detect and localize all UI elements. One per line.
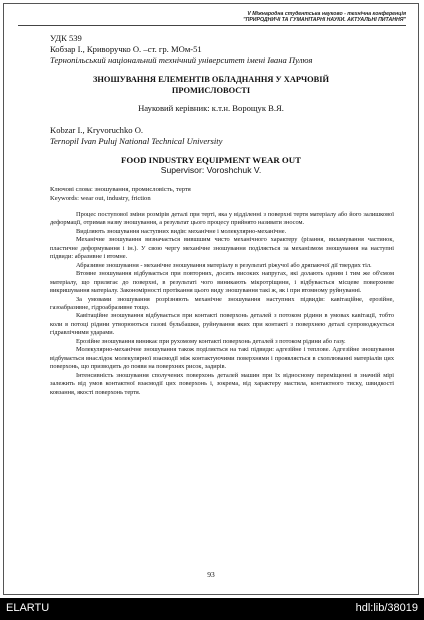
supervisor-en: Supervisor: Voroshchuk V. [160,165,262,175]
keywords-en: Keywords: wear out, industry, friction [50,195,151,202]
authors-en: Kobzar I., Kryvoruchko O. [50,125,144,135]
conference-theme: "ПРИРОДНИЧІ ТА ГУМАНІТАРНІ НАУКИ. АКТУАЛЬНІ ПИТАННЯ" [243,17,406,23]
body-paragraph: Кавітаційне зношування відбувається при контакті поверхонь деталей з потоком рідини в умовах кавітації, тобто коли в потоці рідини утворюються газові бульбашки, руйнування яких при контакті з поверхнею деталі супроводжується гідравлічними ударами. [50,312,394,337]
affiliation-uk: Тернопільський національний технічний університет імені Івана Пулюя [50,55,313,65]
header-rule [18,25,406,26]
authors-uk: Кобзар І., Криворучко О. –ст. гр. МОм-51 [50,44,202,54]
body-paragraph: Ерозійне зношування виникає при рухомому контакті поверхонь деталей з потоком рідини або газу. [76,337,346,345]
repository-name: ELARTU [6,602,50,614]
title-uk [44,75,378,96]
title-en: FOOD INDUSTRY EQUIPMENT WEAR OUT [121,155,301,165]
handle-link[interactable]: hdl:lib/38019 [355,602,418,614]
udc-code: УДК 539 [50,33,82,43]
paper-page [3,3,419,595]
title-uk-line1: ЗНОШУВАННЯ ЕЛЕМЕНТІВ ОБЛАДНАННЯ У ХАРЧОВІЙ [93,75,329,84]
abstract-body [50,211,394,397]
body-paragraph: Інтенсивність зношування сполучених поверхонь деталей машин при їх відносному переміщенні в значній мірі залежить від умов контактної взаємодії цих поверхонь і, зокрема, від характеру мастила, контактного тиску, швидкості ковзання, якості поверхонь тертя. [50,371,394,396]
conference-header [86,11,406,23]
body-paragraph: Процес поступової зміни розмірів деталі при терті, яка у відділенні з поверхні тертя матеріалу або його залишкової деформації, отримав назву зношування, а результат цього процесу прийнято називати зносом. [50,211,394,227]
body-paragraph: Втомне зношування відбувається при повторних, досить високих напругах, які долають одним і тим же об'ємом матеріалу, що прилягає до поверхні, в результаті чого виникають мікротріщини, і відбувається місцеве поверхневе викришування матеріалу. Закономірності протікання цього виду зношування такі ж, як і при втомному руйнуванні. [50,270,394,295]
conference-name: V Міжнародна студентська науково - технічна конференція [247,11,406,17]
title-uk-line2: ПРОМИСЛОВОСТІ [171,85,251,95]
keywords-uk: Ключові слова: зношування, промисловість, тертя [50,186,191,193]
body-paragraph: Абразивне зношування - механічне зношування матеріалу в результаті ріжучої або дряпаючої дії твердих тіл. [76,261,372,269]
body-paragraph: Виділяють зношування наступних видів: механічне і молекулярно-механічне. [76,227,287,235]
page-number: 93 [207,570,215,579]
repository-footer-bar [0,598,424,620]
supervisor-uk: Науковий керівник: к.т.н. Ворощук В.Я. [138,103,284,113]
body-paragraph: Механічне зношування визначається вившшим чисто механічного характеру (різання, виламування частинок, пластичне деформування і ін.). У свою чергу механічне зношування поділяється за механізмом зношування на наступні підвиди: абразивне і втомне. [50,236,394,261]
affiliation-en: Ternopil Ivan Puluj National Technical University [50,136,223,146]
body-paragraph: Молекулярно-механічне зношування також поділяється на такі підвиди: адгезійне і теплове. Адгезійне зношування відбувається внаслідок молекулярної взаємодії між контактуючими поверхнями і проявляється в схоплюванні матеріалів цих поверхонь, що призводить до появи на поверхнях рисок, задирів. [50,346,394,371]
body-paragraph: За умовами зношування розрізняють механічне зношування наступних підвидів: кавітаційне, ерозійне, газоабразивне, гідроабразивне тощо. [50,295,394,311]
